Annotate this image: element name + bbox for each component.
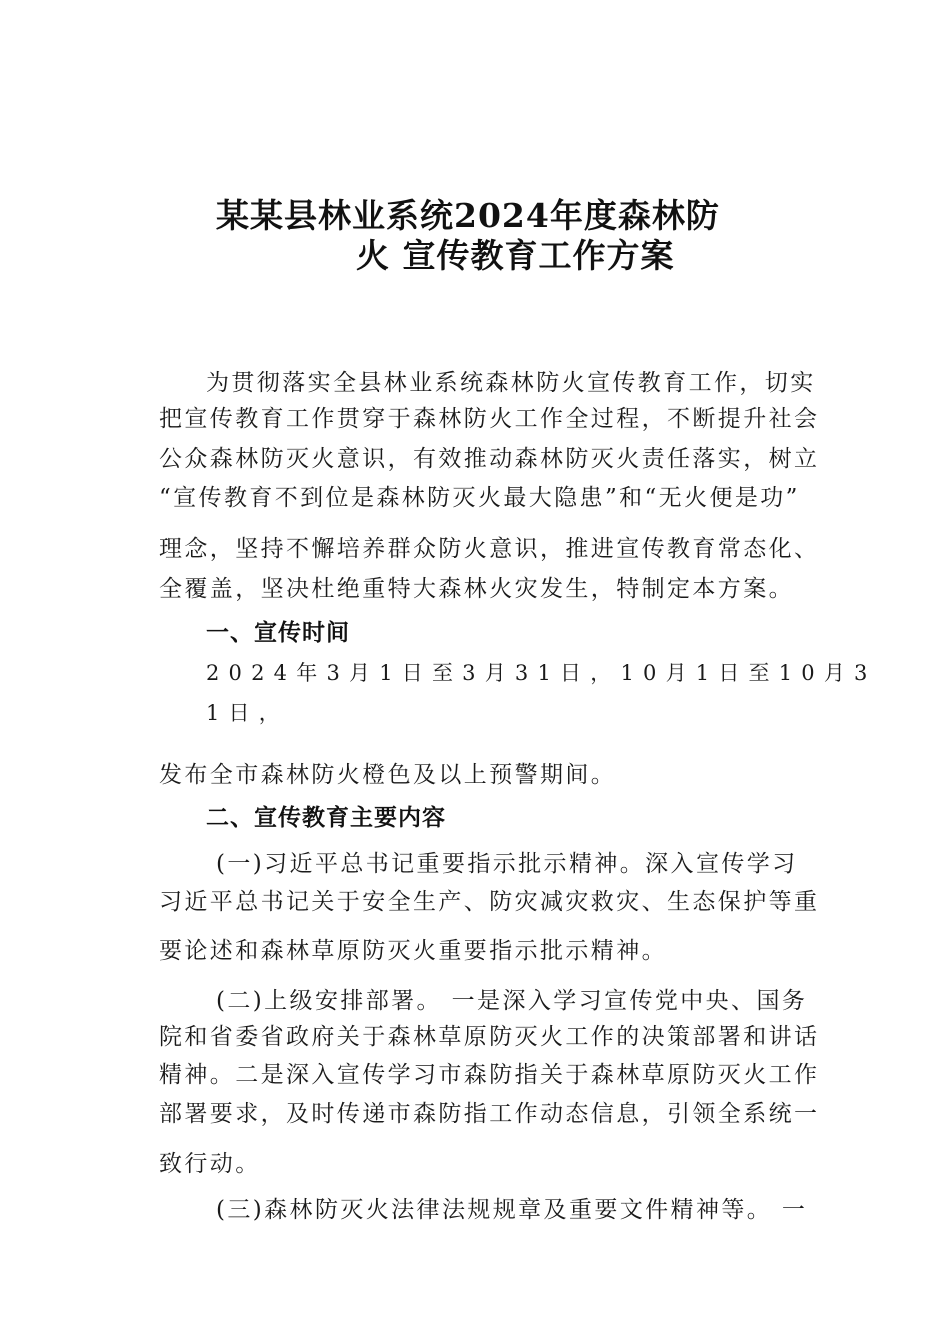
intro-line: 把宣传教育工作贯穿于森林防火工作全过程，不断提升社会 <box>159 406 820 432</box>
warning-period-line: 发布全市森林防火橙色及以上预警期间。 <box>159 762 617 788</box>
item-1-line: 要论述和森林草原防灭火重要指示批示精神。 <box>159 938 667 964</box>
item-3-line: (三)森林防灭火法律法规规章及重要文件精神等。 一 <box>216 1197 808 1223</box>
section-heading-content: 二、宣传教育主要内容 <box>206 805 446 831</box>
date-range-line: 2024年3月1日至3月31日，10月1日至10月3 <box>206 661 877 685</box>
intro-line: 理念，坚持不懈培养群众防火意识，推进宣传教育常态化、 <box>159 536 820 562</box>
item-2-line: 致行动。 <box>159 1151 261 1177</box>
intro-line: “宣传教育不到位是森林防灭火最大隐患”和“无火便是功” <box>159 485 800 511</box>
date-range-line: 1日， <box>206 701 289 725</box>
intro-line: 全覆盖，坚决杜绝重特大森林火灾发生，特制定本方案。 <box>159 576 794 602</box>
intro-line: 为贯彻落实全县林业系统森林防火宣传教育工作，切实 <box>206 370 816 396</box>
item-2-line: (二)上级安排部署。 一是深入学习宣传党中央、国务 <box>216 988 808 1014</box>
document-title-line-1: 某某县林业系统2024年度森林防 <box>216 196 720 235</box>
item-1-line: 习近平总书记关于安全生产、防灾减灾救灾、生态保护等重 <box>159 889 820 915</box>
item-2-line: 部署要求，及时传递市森防指工作动态信息，引领全系统一 <box>159 1101 820 1127</box>
intro-line: 公众森林防灭火意识，有效推动森林防灭火责任落实，树立 <box>159 446 820 472</box>
item-2-line: 院和省委省政府关于森林草原防灭火工作的决策部署和讲话 <box>159 1024 820 1050</box>
item-1-line: (一)习近平总书记重要指示批示精神。深入宣传学习 <box>216 851 798 877</box>
section-heading-time: 一、宣传时间 <box>206 620 350 646</box>
document-title-line-2: 火 宣传教育工作方案 <box>356 236 675 275</box>
item-2-line: 精神。二是深入宣传学习市森防指关于森林草原防灭火工作 <box>159 1062 820 1088</box>
